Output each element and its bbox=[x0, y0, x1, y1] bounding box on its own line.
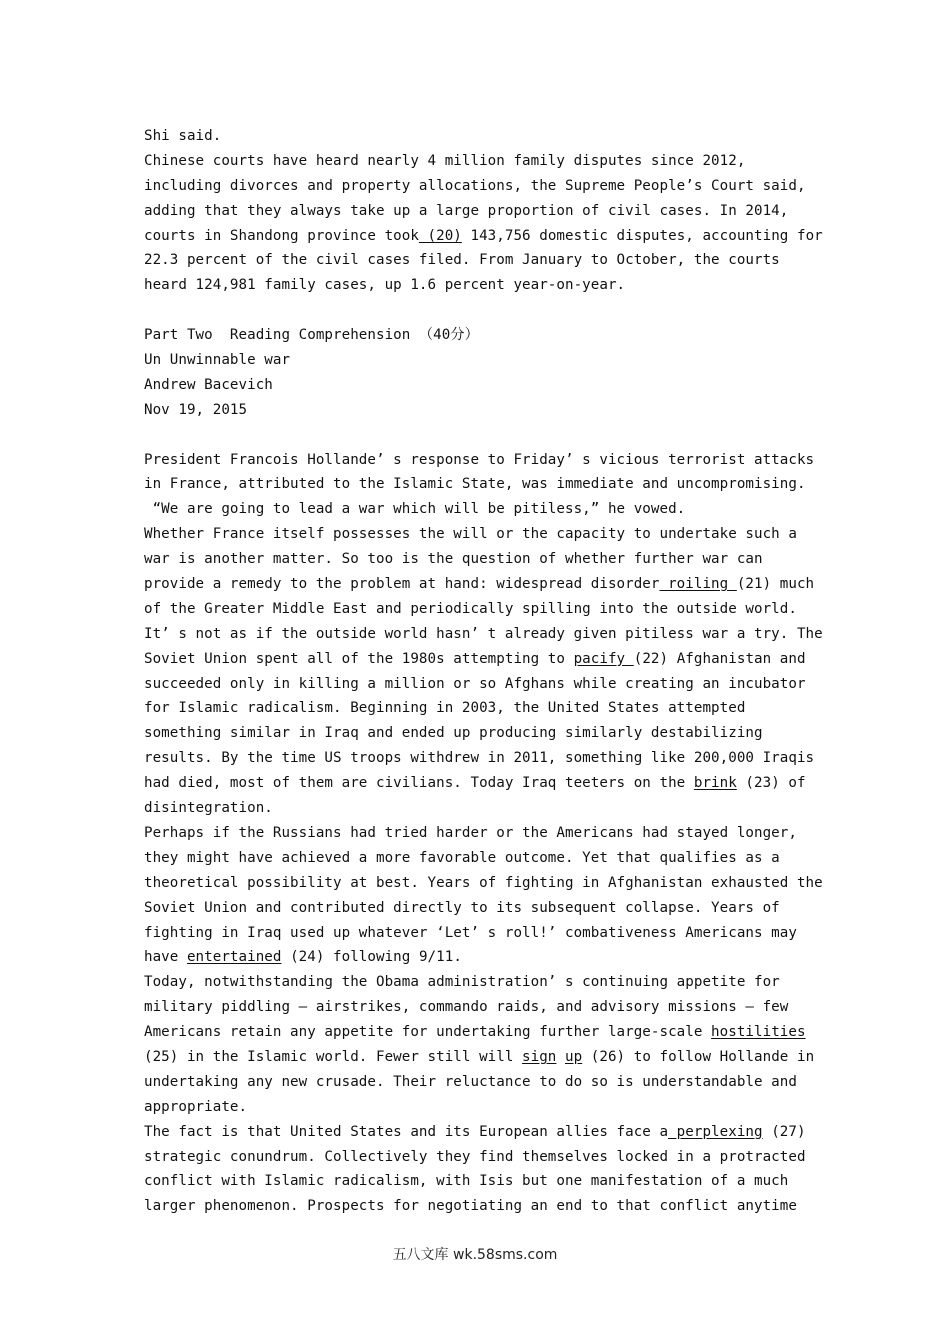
underlined-term: pacify bbox=[573, 650, 634, 667]
text-line bbox=[144, 821, 824, 846]
text-run: Nov 19, 2015 bbox=[144, 401, 248, 418]
text-run: fighting in Iraq used up whatever ‘Let’ s roll!’ combativeness Americans may bbox=[144, 924, 797, 941]
text-line bbox=[144, 1070, 824, 1095]
text-run: Chinese courts have heard nearly 4 million family disputes since 2012, bbox=[144, 152, 746, 169]
text-run: (22) Afghanistan and bbox=[633, 650, 806, 667]
text-line bbox=[144, 273, 824, 298]
text-line bbox=[144, 1145, 824, 1170]
text-line bbox=[144, 522, 824, 547]
text-run: courts in Shandong province took bbox=[144, 227, 419, 244]
text-line bbox=[144, 124, 824, 149]
underlined-term: brink bbox=[693, 775, 737, 792]
text-run: something similar in Iraq and ended up producing similarly destabilizing bbox=[144, 725, 763, 742]
text-run: It’ s not as if the outside world hasn’ t already given pitiless war a try. The bbox=[144, 625, 823, 642]
text-run: Whether France itself possesses the will or the capacity to undertake such a bbox=[144, 526, 797, 543]
text-run: undertaking any new crusade. Their reluctance to do so is understandable and bbox=[144, 1073, 797, 1090]
underlined-term: up bbox=[565, 1048, 583, 1065]
text-run: have bbox=[144, 949, 187, 966]
text-line bbox=[144, 672, 824, 697]
text-run: military piddling – airstrikes, commando raids, and advisory missions – few bbox=[144, 999, 789, 1016]
text-line bbox=[144, 896, 824, 921]
text-run bbox=[556, 1049, 565, 1065]
text-line bbox=[144, 970, 824, 995]
text-line bbox=[144, 597, 824, 622]
underlined-term: (20) bbox=[418, 227, 462, 244]
text-run: (24) following 9/11. bbox=[281, 949, 462, 966]
underlined-term: roiling bbox=[659, 576, 737, 593]
text-run: (26) to follow Hollande in bbox=[582, 1048, 815, 1065]
text-line bbox=[144, 497, 824, 522]
text-line bbox=[144, 1120, 824, 1145]
text-run: Soviet Union spent all of the 1980s attempting to bbox=[144, 650, 574, 667]
text-line bbox=[144, 199, 824, 224]
text-line bbox=[144, 1194, 824, 1219]
text-run: theoretical possibility at best. Years of fighting in Afghanistan exhausted the bbox=[144, 874, 823, 891]
text-run: President Francois Hollande’ s response to Friday’ s vicious terrorist attacks bbox=[144, 451, 815, 468]
text-line bbox=[144, 348, 824, 373]
text-line bbox=[144, 1020, 824, 1045]
text-line bbox=[144, 921, 824, 946]
text-line bbox=[144, 846, 824, 871]
underlined-term: entertained bbox=[186, 949, 282, 966]
text-run: provide a remedy to the problem at hand: widespread disorder bbox=[144, 576, 660, 593]
text-run: in France, attributed to the Islamic State, was immediate and uncompromising. bbox=[144, 476, 806, 493]
text-run: of the Greater Middle East and periodically spilling into the outside world. bbox=[144, 600, 797, 617]
text-line bbox=[144, 721, 824, 746]
text-run: war is another matter. So too is the question of whether further war can bbox=[144, 551, 763, 568]
text-line bbox=[144, 572, 824, 597]
blank-line bbox=[144, 298, 824, 323]
text-run: (25) in the Islamic world. Fewer still will bbox=[144, 1048, 523, 1065]
underlined-term: sign bbox=[522, 1048, 557, 1065]
text-line bbox=[144, 746, 824, 771]
text-line bbox=[144, 1095, 824, 1120]
text-run: “We are going to lead a war which will be pitiless,” he vowed. bbox=[144, 501, 686, 518]
text-line bbox=[144, 622, 824, 647]
text-run: strategic conundrum. Collectively they find themselves locked in a protracted bbox=[144, 1148, 806, 1165]
text-run: succeeded only in killing a million or so Afghans while creating an incubator bbox=[144, 675, 806, 692]
text-line bbox=[144, 796, 824, 821]
text-line bbox=[144, 224, 824, 249]
text-run: (27) bbox=[762, 1123, 806, 1140]
text-line bbox=[144, 398, 824, 423]
text-run: Andrew Bacevich bbox=[144, 376, 273, 393]
text-run: Part Two Reading Comprehension （40分） bbox=[144, 327, 479, 344]
text-line bbox=[144, 448, 824, 473]
text-line bbox=[144, 174, 824, 199]
text-run: 143,756 domestic disputes, accounting for bbox=[461, 227, 823, 244]
text-run: appropriate. bbox=[144, 1098, 248, 1115]
text-line bbox=[144, 547, 824, 572]
text-line bbox=[144, 871, 824, 896]
text-line bbox=[144, 373, 824, 398]
text-run: The fact is that United States and its European allies face a bbox=[144, 1123, 669, 1140]
text-run: Un Unwinnable war bbox=[144, 352, 291, 369]
text-line bbox=[144, 323, 824, 348]
underlined-term: perplexing bbox=[668, 1123, 763, 1140]
text-run: (23) of bbox=[736, 775, 806, 792]
text-line bbox=[144, 995, 824, 1020]
text-run: (21) much bbox=[736, 576, 815, 593]
text-run: results. By the time US troops withdrew in 2011, something like 200,000 Iraqis bbox=[144, 750, 815, 767]
text-run: conflict with Islamic radicalism, with Isis but one manifestation of a much bbox=[144, 1173, 789, 1190]
text-line bbox=[144, 945, 824, 970]
text-run: Perhaps if the Russians had tried harder or the Americans had stayed longer, bbox=[144, 824, 797, 841]
text-line bbox=[144, 696, 824, 721]
text-run: Shi said. bbox=[144, 128, 222, 144]
text-run: 22.3 percent of the civil cases filed. From January to October, the courts bbox=[144, 252, 780, 269]
text-run: for Islamic radicalism. Beginning in 2003, the United States attempted bbox=[144, 700, 746, 717]
text-run: larger phenomenon. Prospects for negotiating an end to that conflict anytime bbox=[144, 1198, 797, 1215]
text-run: adding that they always take up a large proportion of civil cases. In 2014, bbox=[144, 202, 789, 219]
text-run: they might have achieved a more favorable outcome. Yet that qualifies as a bbox=[144, 849, 780, 866]
text-line bbox=[144, 771, 824, 796]
text-line bbox=[144, 149, 824, 174]
blank-line bbox=[144, 423, 824, 448]
text-line bbox=[144, 647, 824, 672]
text-run: disintegration. bbox=[144, 800, 273, 817]
text-line bbox=[144, 1169, 824, 1194]
text-run: Americans retain any appetite for undertaking further large-scale bbox=[144, 1024, 712, 1041]
underlined-term: hostilities bbox=[711, 1024, 806, 1041]
text-run: including divorces and property allocations, the Supreme People’s Court said, bbox=[144, 177, 806, 194]
text-run: heard 124,981 family cases, up 1.6 percent year-on-year. bbox=[144, 277, 626, 294]
text-line bbox=[144, 472, 824, 497]
text-line bbox=[144, 1045, 824, 1070]
text-run: had died, most of them are civilians. Today Iraq teeters on the bbox=[144, 775, 694, 792]
text-run: Today, notwithstanding the Obama administration’ s continuing appetite for bbox=[144, 974, 780, 991]
document-body bbox=[144, 124, 824, 1219]
text-line bbox=[144, 248, 824, 273]
text-run: Soviet Union and contributed directly to its subsequent collapse. Years of bbox=[144, 899, 780, 916]
footer-watermark: 五八文库 wk.58sms.com bbox=[392, 1247, 558, 1263]
